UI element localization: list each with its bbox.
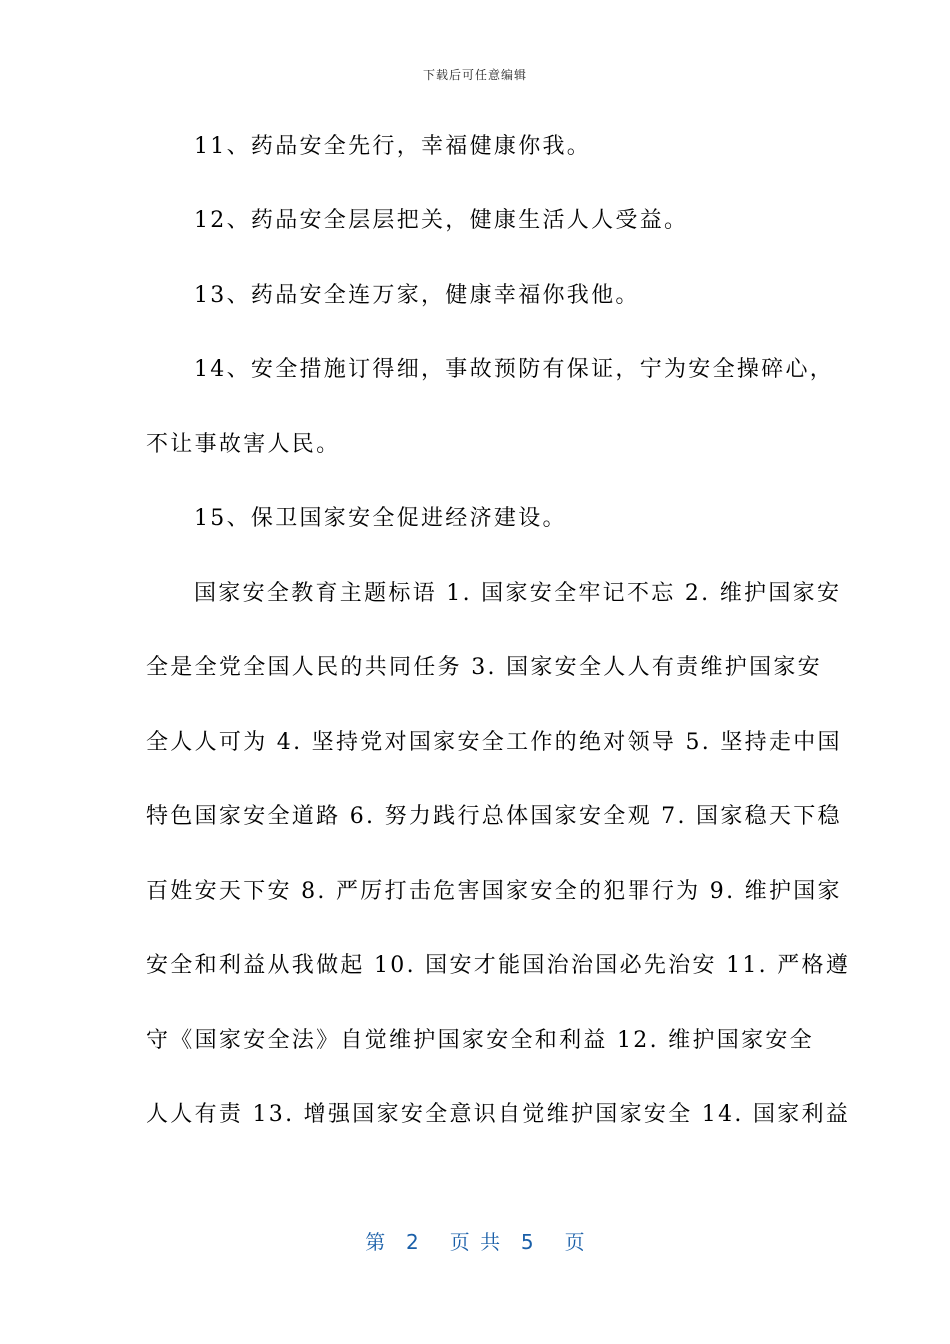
body-line: 全人人可为 4. 坚持党对国家安全工作的绝对领导 5. 坚持走中国 xyxy=(146,730,842,755)
body-line: 13、药品安全连万家，健康幸福你我他。 xyxy=(194,283,640,308)
body-line: 人人有责 13. 增强国家安全意识自觉维护国家安全 14. 国家利益 xyxy=(146,1102,851,1127)
body-line: 12、药品安全层层把关，健康生活人人受益。 xyxy=(194,208,689,233)
body-line: 全是全党全国人民的共同任务 3. 国家安全人人有责维护国家安 xyxy=(146,655,822,680)
body-line: 安全和利益从我做起 10. 国安才能国治治国必先治安 11. 严格遵 xyxy=(146,953,851,978)
body-line: 15、保卫国家安全促进经济建设。 xyxy=(194,506,567,531)
body-line: 不让事故害人民。 xyxy=(146,432,341,457)
body-line: 国家安全教育主题标语 1. 国家安全牢记不忘 2. 维护国家安 xyxy=(194,581,842,606)
body-line: 11、药品安全先行，幸福健康你我。 xyxy=(194,134,592,159)
body-line: 百姓安天下安 8. 严厉打击危害国家安全的犯罪行为 9. 维护国家 xyxy=(146,879,842,904)
body-line: 特色国家安全道路 6. 努力践行总体国家安全观 7. 国家稳天下稳 xyxy=(146,804,842,829)
page-header: 下载后可任意编辑 xyxy=(422,68,527,82)
page-number-footer: 第 2 页 共 5 页 xyxy=(365,1230,585,1254)
body-line: 守《国家安全法》自觉维护国家安全和利益 12. 维护国家安全 xyxy=(146,1028,814,1053)
body-line: 14、安全措施订得细，事故预防有保证，宁为安全操碎心， xyxy=(194,357,835,382)
